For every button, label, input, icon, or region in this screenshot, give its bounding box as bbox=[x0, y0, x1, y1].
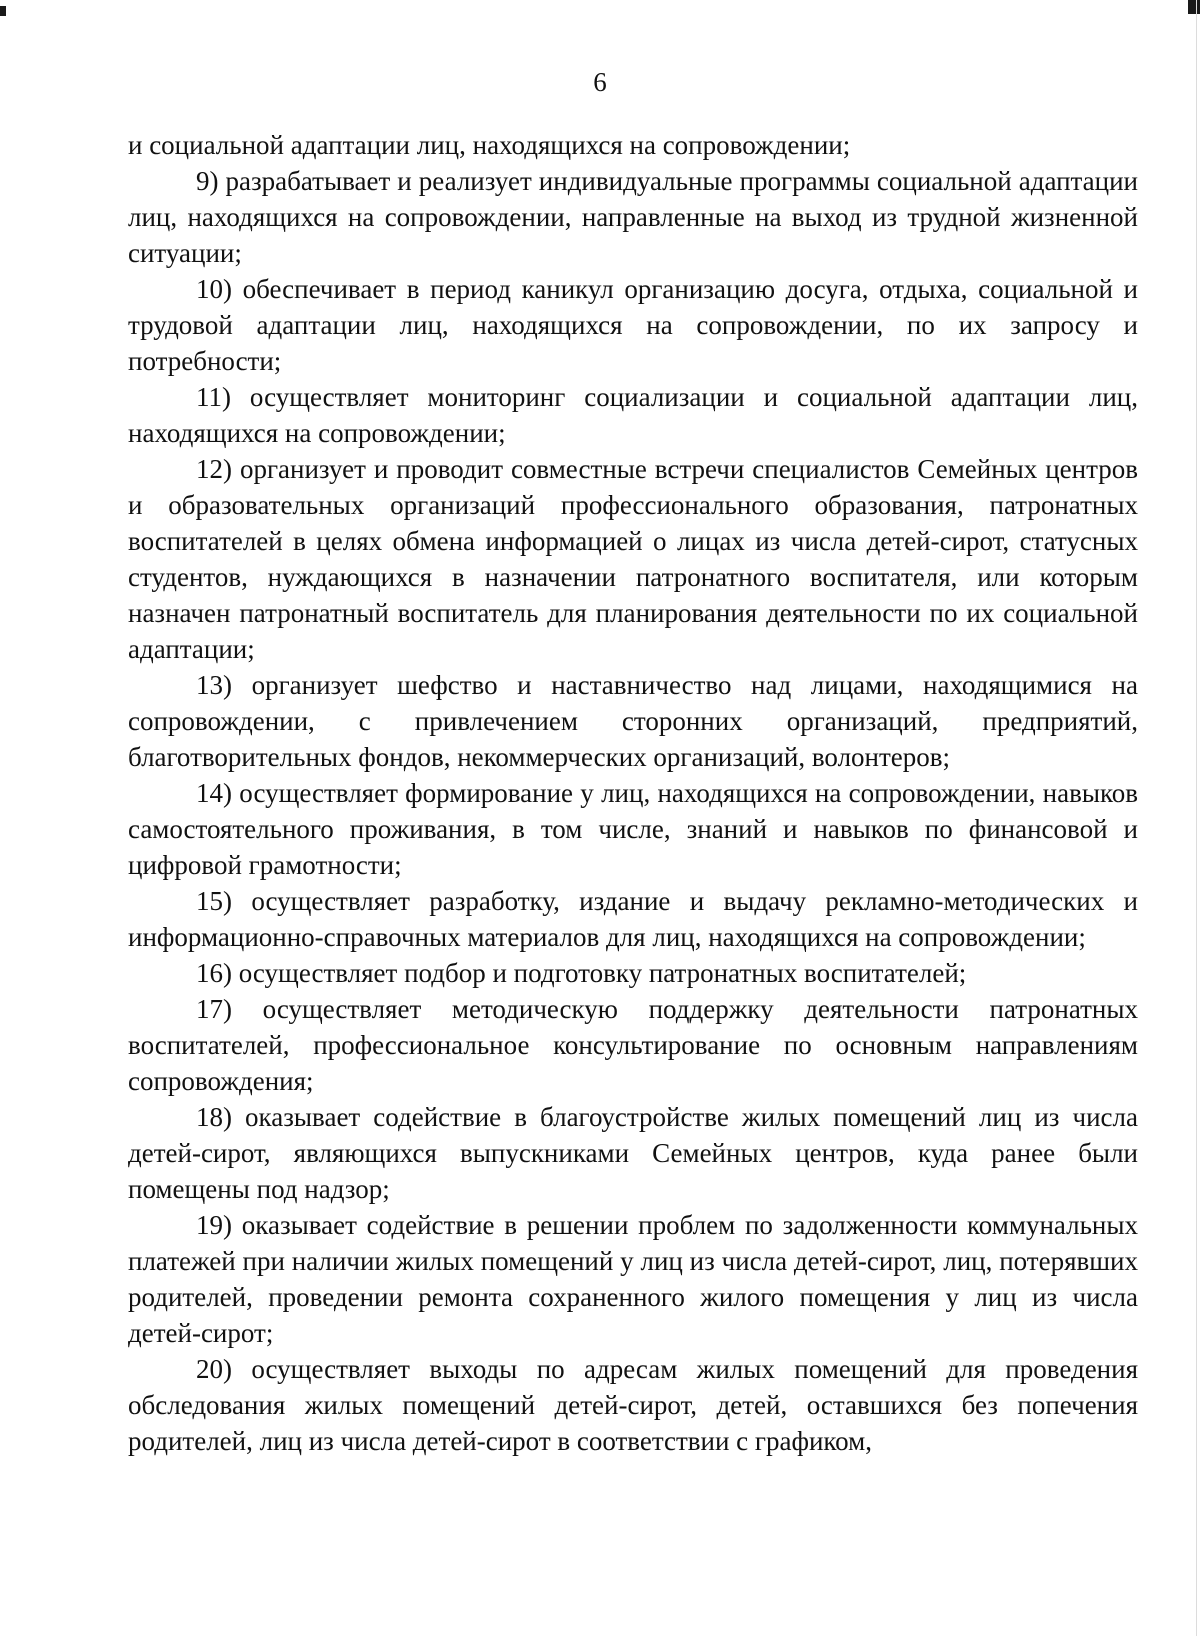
list-item-17: 17) осуществляет методическую поддержку деятельности патронатных воспитателей, профессиональное консультирование по основным направлениям сопровождения; bbox=[128, 994, 1138, 1096]
list-item-19: 19) оказывает содействие в решении проблем по задолженности коммунальных платежей при наличии жилых помещений у лиц из числа детей-сирот, лиц, потерявших родителей, проведении ремонта сохраненного жилого помещения у лиц из числа детей-сирот; bbox=[128, 1210, 1138, 1348]
paragraph-continuation: и социальной адаптации лиц, находящихся на сопровождении; bbox=[128, 130, 851, 160]
list-item-10: 10) обеспечивает в период каникул организацию досуга, отдыха, социальной и трудовой адаптации лиц, находящихся на сопровождении, по их запросу и потребности; bbox=[128, 274, 1138, 376]
list-item-11: 11) осуществляет мониторинг социализации и социальной адаптации лиц, находящихся на сопровождении; bbox=[128, 382, 1138, 448]
list-item-9: 9) разрабатывает и реализует индивидуальные программы социальной адаптации лиц, находящихся на сопровождении, направленные на выход из трудной жизненной ситуации; bbox=[128, 166, 1138, 268]
document-body bbox=[128, 127, 1138, 1459]
list-item-14: 14) осуществляет формирование у лиц, находящихся на сопровождении, навыков самостоятельного проживания, в том числе, знаний и навыков по финансовой и цифровой грамотности; bbox=[128, 778, 1138, 880]
list-item-13: 13) организует шефство и наставничество над лицами, находящимися на сопровождении, с привлечением сторонних организаций, предприятий, благотворительных фондов, некоммерческих организаций, волонтеров; bbox=[128, 670, 1138, 772]
list-item-18: 18) оказывает содействие в благоустройстве жилых помещений лиц из числа детей-сирот, являющихся выпускниками Семейных центров, куда ранее были помещены под надзор; bbox=[128, 1102, 1138, 1204]
list-item-16: 16) осуществляет подбор и подготовку патронатных воспитателей; bbox=[196, 958, 967, 988]
scan-edge-line bbox=[1196, 0, 1197, 1636]
page-number: 6 bbox=[593, 67, 607, 97]
list-item-12: 12) организует и проводит совместные встречи специалистов Семейных центров и образовательных организаций профессионального образования, патронатных воспитателей в целях обмена информацией о лицах из числа детей-сирот, статусных студентов, нуждающихся в назначении патронатного воспитателя, или которым назначен патронатный воспитатель для планирования деятельности по их социальной адаптации; bbox=[128, 454, 1138, 664]
list-item-15: 15) осуществляет разработку, издание и выдачу рекламно-методических и информационно-справочных материалов для лиц, находящихся на сопровождении; bbox=[128, 886, 1138, 952]
list-item-20: 20) осуществляет выходы по адресам жилых помещений для проведения обследования жилых помещений детей-сирот, детей, оставшихся без попечения родителей, лиц из числа детей-сирот в соответствии с графиком, bbox=[128, 1354, 1138, 1456]
scan-artifact bbox=[1188, 0, 1200, 14]
scan-artifact bbox=[0, 6, 6, 16]
